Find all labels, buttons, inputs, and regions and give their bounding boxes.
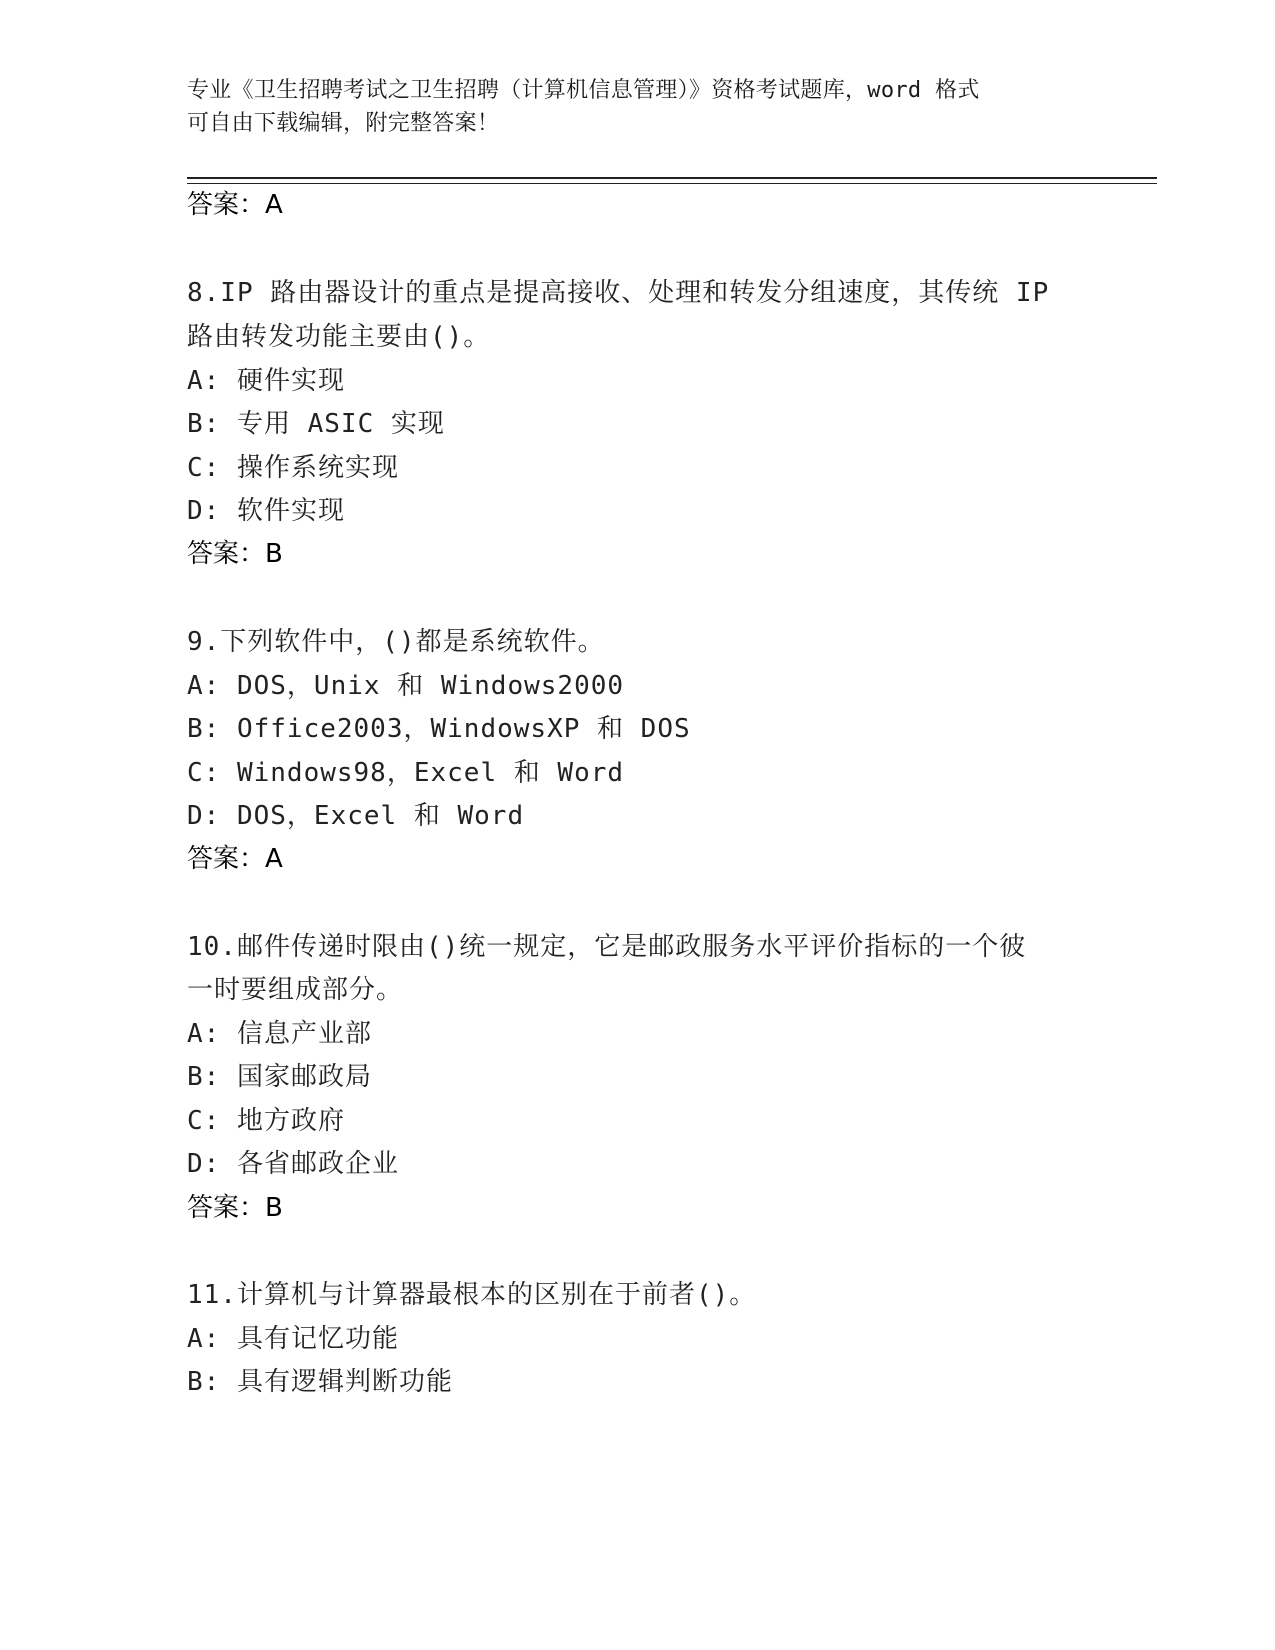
header-line-1: 专业《卫生招聘考试之卫生招聘（计算机信息管理）》资格考试题库，word 格式 xyxy=(187,78,980,103)
option-c: C: 操作系统实现 xyxy=(187,453,399,483)
option-b: B: 专用 ASIC 实现 xyxy=(187,409,445,439)
option-a: A: 信息产业部 xyxy=(187,1019,372,1049)
question-stem: 9.下列软件中，()都是系统软件。 xyxy=(187,627,605,657)
option-d: D: 各省邮政企业 xyxy=(187,1149,399,1179)
question-stem: 8.IP 路由器设计的重点是提高接收、处理和转发分组速度，其传统 IP xyxy=(187,278,1050,308)
option-a: A: 具有记忆功能 xyxy=(187,1324,399,1354)
question-stem: 10.邮件传递时限由()统一规定，它是邮政服务水平评价指标的一个彼 xyxy=(187,932,1027,962)
option-d: D: 软件实现 xyxy=(187,496,345,526)
header-line-2: 可自由下载编辑，附完整答案！ xyxy=(187,111,500,136)
answer-label: 答案：A xyxy=(187,190,283,220)
option-c: C: 地方政府 xyxy=(187,1106,345,1136)
option-d: D: DOS，Excel 和 Word xyxy=(187,801,525,831)
question-stem: 11.计算机与计算器最根本的区别在于前者()。 xyxy=(187,1280,757,1310)
document-header xyxy=(187,74,1087,140)
option-b: B: 国家邮政局 xyxy=(187,1062,372,1092)
option-b: B: 具有逻辑判断功能 xyxy=(187,1367,453,1397)
question-stem: 一时要组成部分。 xyxy=(187,975,404,1005)
answer-label: 答案：A xyxy=(187,844,283,874)
option-a: A: DOS，Unix 和 Windows2000 xyxy=(187,671,625,701)
option-b: B: Office2003，WindowsXP 和 DOS xyxy=(187,714,691,744)
header-divider-thick xyxy=(187,177,1157,179)
answer-label: 答案：B xyxy=(187,1193,283,1223)
option-c: C: Windows98，Excel 和 Word xyxy=(187,758,625,788)
question-stem: 路由转发功能主要由()。 xyxy=(187,322,491,352)
answer-label: 答案：B xyxy=(187,539,283,569)
header-divider-thin xyxy=(187,183,1157,184)
option-a: A: 硬件实现 xyxy=(187,366,345,396)
